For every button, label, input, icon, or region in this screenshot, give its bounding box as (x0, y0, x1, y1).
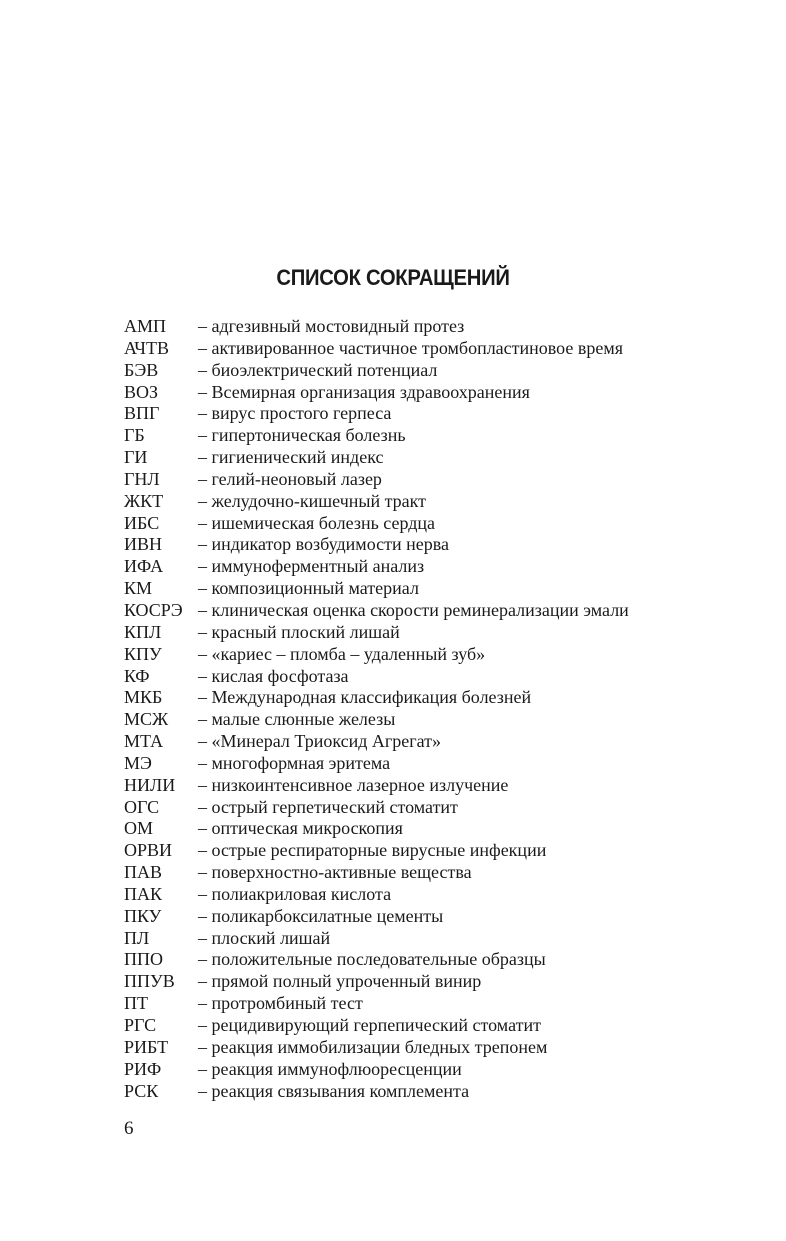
abbreviation-term: ОРВИ (124, 840, 173, 861)
abbreviation-term: ИБС (124, 512, 160, 533)
abbreviation-term: ВОЗ (124, 381, 159, 402)
abbreviation-row (124, 797, 744, 819)
abbreviation-term: ОМ (124, 818, 154, 839)
page-number: 6 (124, 1118, 134, 1139)
abbreviation-definition: – полиакриловая кислота (198, 883, 392, 904)
abbreviation-term: ПАК (124, 883, 163, 904)
abbreviation-row (124, 928, 744, 950)
abbreviation-definition: – композиционный материал (198, 578, 419, 599)
abbreviation-row (124, 906, 744, 928)
abbreviation-term: ИФА (124, 556, 164, 577)
abbreviation-definition: – прямой полный упроченный винир (198, 971, 482, 992)
abbreviation-definition: – острый герпетический стоматит (198, 796, 458, 817)
abbreviation-row (124, 491, 744, 513)
abbreviation-term: РИФ (124, 1058, 162, 1079)
abbreviation-definition: – гелий-неоновый лазер (198, 468, 382, 489)
abbreviation-term: РСК (124, 1080, 159, 1101)
abbreviation-term: ЖКТ (124, 490, 164, 511)
abbreviation-definition: – поликарбоксилатные цементы (198, 905, 444, 926)
abbreviation-row (124, 1081, 744, 1103)
abbreviation-row (124, 622, 744, 644)
abbreviation-row (124, 578, 744, 600)
abbreviation-row (124, 687, 744, 709)
abbreviation-row (124, 840, 744, 862)
abbreviation-row (124, 556, 744, 578)
abbreviation-row (124, 818, 744, 840)
abbreviation-definition: – реакция иммобилизации бледных трепонем (198, 1036, 548, 1057)
abbreviation-term: ПЛ (124, 927, 150, 948)
abbreviation-definition: – низкоинтенсивное лазерное излучение (198, 774, 509, 795)
abbreviation-row (124, 360, 744, 382)
abbreviation-row (124, 949, 744, 971)
abbreviation-term: МКБ (124, 687, 163, 708)
abbreviation-definition: – Всемирная организация здравоохранения (198, 381, 530, 402)
abbreviation-row (124, 513, 744, 535)
abbreviation-row (124, 971, 744, 993)
abbreviation-definition: – адгезивный мостовидный протез (198, 316, 465, 336)
abbreviation-definition: – кислая фосфотаза (198, 665, 349, 686)
abbreviation-row (124, 709, 744, 731)
abbreviation-definition: – поверхностно-активные вещества (198, 862, 472, 883)
abbreviation-term: РГС (124, 1015, 157, 1035)
abbreviation-term: ПАВ (124, 862, 163, 883)
abbreviation-definition: – многоформная эритема (198, 752, 391, 773)
abbreviation-term: АЧТВ (124, 337, 169, 358)
abbreviation-term: РИБТ (124, 1036, 169, 1057)
abbreviation-list (124, 316, 744, 1102)
abbreviation-term: АМП (124, 316, 167, 336)
abbreviation-row (124, 753, 744, 775)
abbreviation-term: МСЖ (124, 709, 169, 730)
abbreviation-term: ИВН (124, 534, 163, 555)
abbreviation-definition: – иммуноферментный анализ (198, 556, 425, 577)
abbreviation-row (124, 775, 744, 797)
abbreviation-term: КПУ (124, 643, 162, 664)
abbreviation-term: ПТ (124, 993, 148, 1014)
abbreviation-term: КФ (124, 665, 150, 686)
abbreviation-definition: – красный плоский лишай (198, 621, 400, 642)
abbreviation-row (124, 644, 744, 666)
abbreviation-definition: – «кариес – пломба – удаленный зуб» (198, 643, 486, 664)
abbreviation-definition: – реакция иммунофлюоресценции (198, 1058, 462, 1079)
abbreviation-row (124, 338, 744, 360)
abbreviation-definition: – Международная классификация болезней (198, 687, 532, 708)
abbreviation-term: КПЛ (124, 621, 162, 642)
abbreviation-term: ПКУ (124, 905, 162, 926)
abbreviation-term: ВПГ (124, 403, 160, 424)
abbreviation-row (124, 1037, 744, 1059)
abbreviation-row (124, 1015, 744, 1037)
abbreviation-definition: – протромбиный тест (198, 993, 363, 1014)
abbreviation-term: ППО (124, 949, 163, 970)
abbreviation-term: НИЛИ (124, 774, 176, 795)
abbreviation-row (124, 862, 744, 884)
abbreviation-row (124, 425, 744, 447)
abbreviation-definition: – гигиенический индекс (198, 447, 384, 468)
abbreviation-row (124, 534, 744, 556)
abbreviation-definition: – «Минерал Триоксид Агрегат» (198, 731, 442, 752)
page-title: СПИСОК СОКРАЩЕНИЙ (276, 265, 510, 290)
abbreviation-definition: – рецидивирующий герпепический стоматит (198, 1015, 541, 1035)
abbreviation-definition: – желудочно-кишечный тракт (198, 490, 427, 511)
abbreviation-row (124, 1059, 744, 1081)
abbreviation-definition: – реакция связывания комплемента (198, 1080, 470, 1101)
abbreviation-term: ГНЛ (124, 468, 160, 489)
abbreviation-row (124, 731, 744, 753)
abbreviation-definition: – ишемическая болезнь сердца (198, 512, 436, 533)
abbreviation-row (124, 600, 744, 622)
abbreviation-definition: – гипертоническая болезнь (198, 425, 406, 446)
abbreviation-term: ГБ (124, 425, 145, 446)
abbreviation-term: КОСРЭ (124, 599, 183, 620)
abbreviation-term: ГИ (124, 447, 148, 468)
abbreviation-term: МЭ (124, 752, 152, 773)
abbreviation-term: КМ (124, 578, 153, 599)
abbreviation-definition: – биоэлектрический потенциал (198, 359, 438, 380)
abbreviation-definition: – клиническая оценка скорости реминерализации эмали (198, 599, 629, 620)
abbreviation-term: БЭВ (124, 359, 159, 380)
abbreviation-definition: – плоский лишай (198, 927, 331, 948)
abbreviation-row (124, 666, 744, 688)
abbreviation-term: ППУВ (124, 971, 175, 992)
abbreviation-definition: – активированное частичное тромбопластиновое время (198, 337, 624, 358)
abbreviation-row (124, 382, 744, 404)
abbreviation-definition: – оптическая микроскопия (198, 818, 403, 839)
abbreviation-definition: – острые респираторные вирусные инфекции (198, 840, 547, 861)
abbreviation-row (124, 403, 744, 425)
abbreviation-term: ОГС (124, 796, 160, 817)
abbreviation-row (124, 993, 744, 1015)
abbreviation-definition: – малые слюнные железы (198, 709, 396, 730)
abbreviation-term: МТА (124, 731, 164, 752)
abbreviation-definition: – вирус простого герпеса (198, 403, 392, 424)
abbreviation-row (124, 884, 744, 906)
abbreviation-definition: – индикатор возбудимости нерва (198, 534, 449, 555)
abbreviation-definition: – положительные последовательные образцы (198, 949, 546, 970)
abbreviation-row (124, 316, 744, 338)
abbreviation-row (124, 469, 744, 491)
abbreviation-row (124, 447, 744, 469)
